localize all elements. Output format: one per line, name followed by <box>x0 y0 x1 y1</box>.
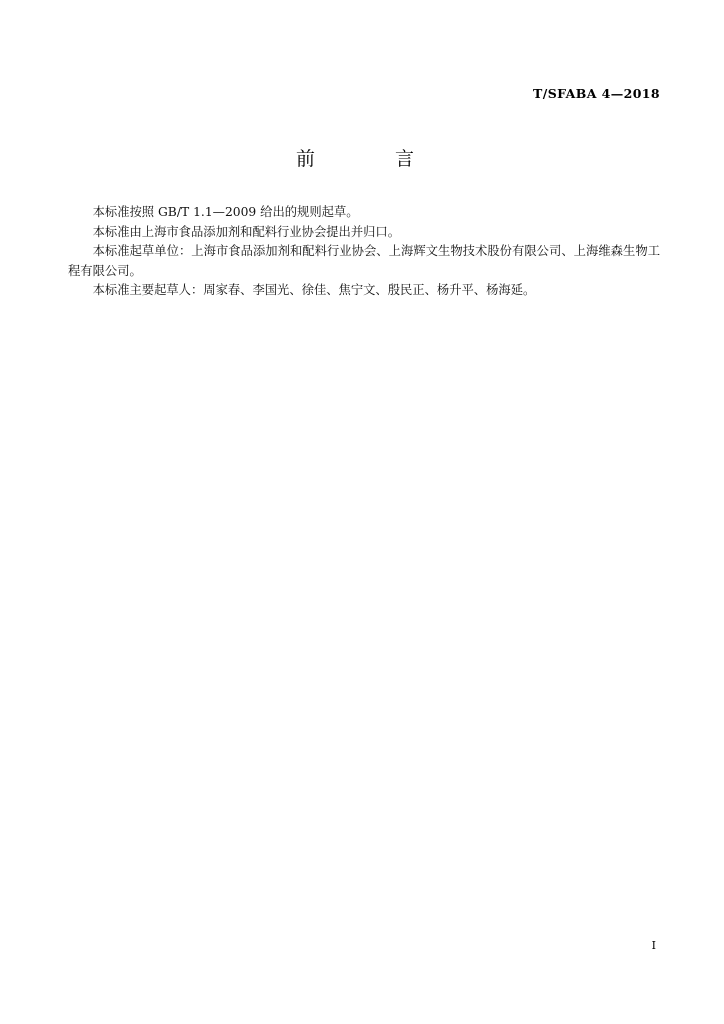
foreword-body <box>68 203 660 301</box>
page-title: 前 言 <box>295 148 428 170</box>
paragraph: 本标准按照 GB/T 1.1—2009 给出的规则起草。 <box>92 205 359 219</box>
page-number: I <box>651 939 656 952</box>
paragraph: 本标准由上海市食品添加剂和配料行业协会提出并归口。 <box>92 224 401 239</box>
paragraph: 本标准起草单位：上海市食品添加剂和配料行业协会、上海辉文生物技术股份有限公司、上海维森生物工程有限公司。 <box>68 244 660 278</box>
standard-code: T/SFABA 4—2018 <box>533 86 660 101</box>
paragraph: 本标准主要起草人：周家春、李国光、徐佳、焦宁文、殷民正、杨升平、杨海延。 <box>92 283 536 297</box>
